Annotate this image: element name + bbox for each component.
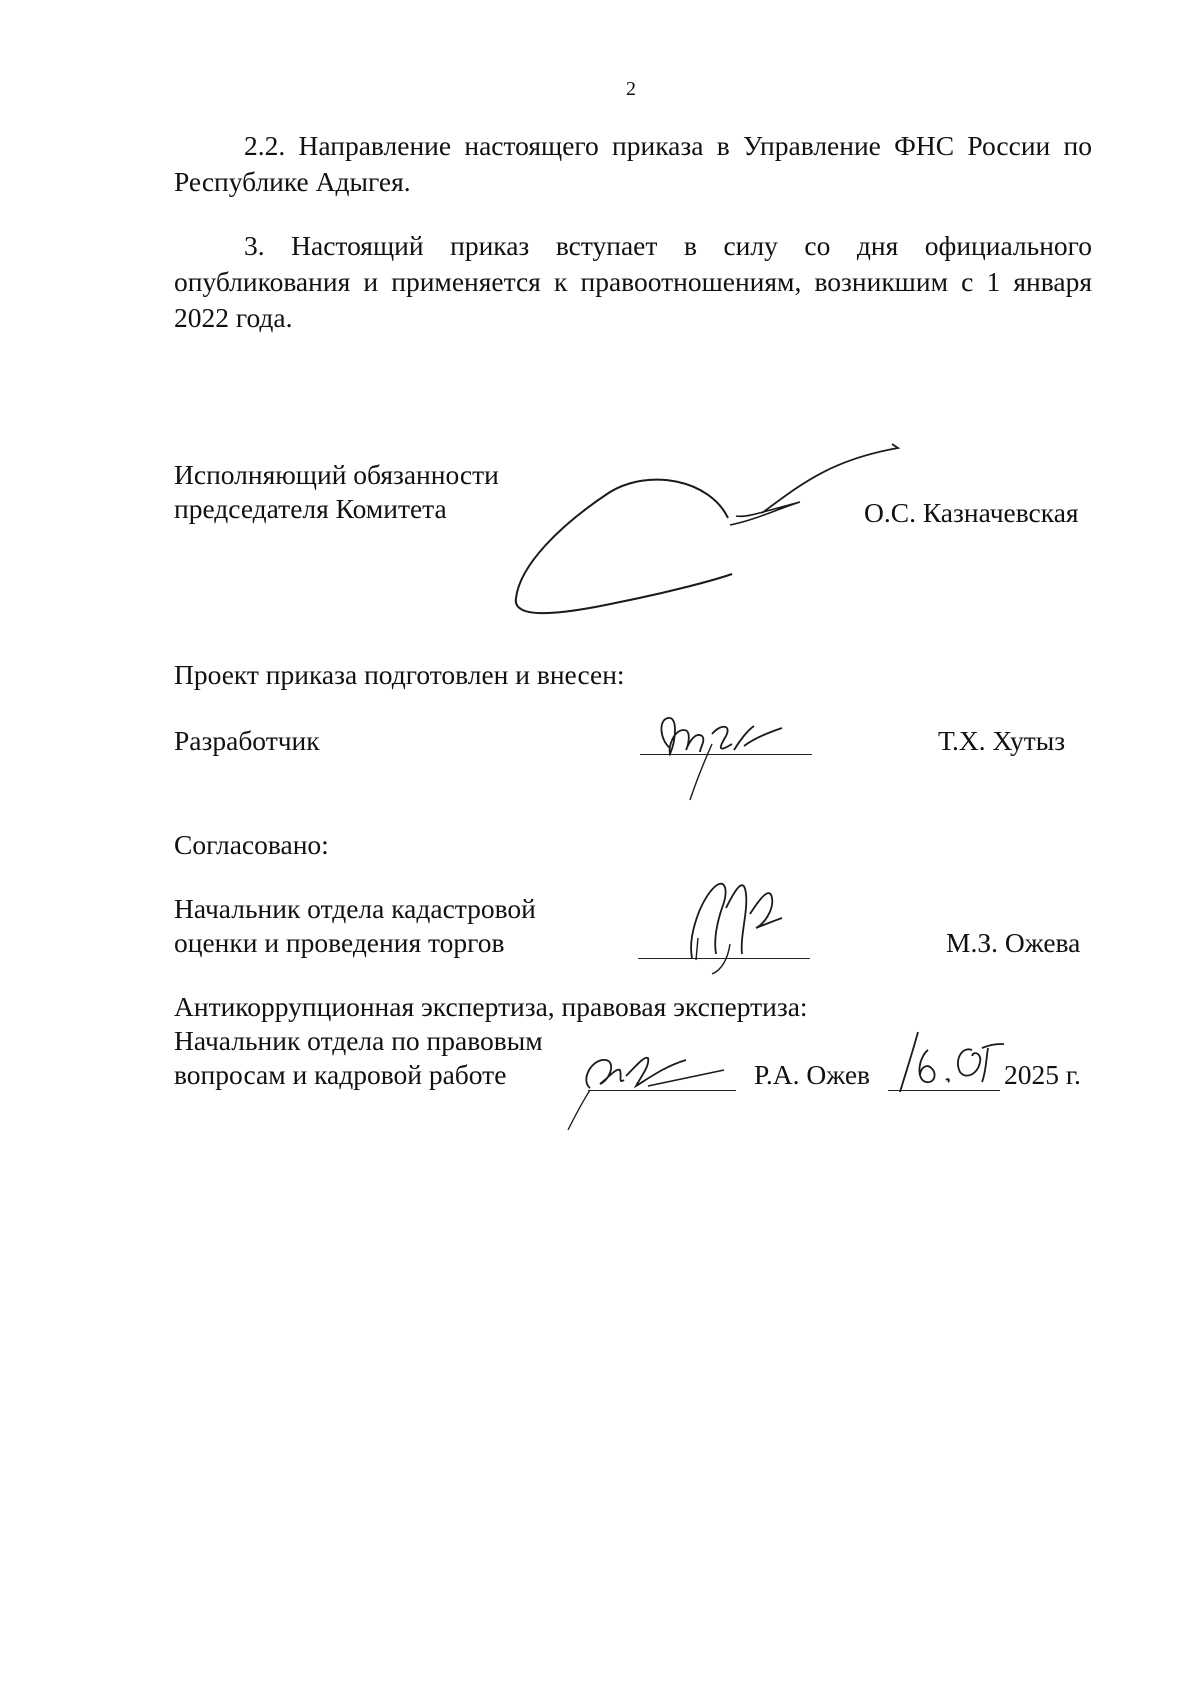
expertise-signature <box>556 1026 746 1136</box>
paragraph-2-2: 2.2. Направление настоящего приказа в Управление ФНС России по Республике Адыгея. <box>174 130 1092 197</box>
expertise-date-handwriting <box>888 1020 1008 1100</box>
head-cadastral-name: М.З. Ожева <box>946 927 1081 958</box>
expertise-position-line1: Начальник отдела по правовым <box>174 1025 543 1056</box>
head-cadastral-position-line1: Начальник отдела кадастровой <box>174 893 536 924</box>
paragraph-3: 3. Настоящий приказ вступает в силу со дня официального опубликования и применяется к правоотношениям, возникшим с 1 января 2022 года. <box>174 230 1092 333</box>
project-prepared-heading: Проект приказа подготовлен и внесен: <box>174 659 625 690</box>
acting-chair-position-line1: Исполняющий обязанности <box>174 459 499 490</box>
head-cadastral-position-line2: оценки и проведения торгов <box>174 927 505 958</box>
expertise-year: 2025 г. <box>1004 1059 1081 1090</box>
acting-chair-name: О.С. Казначевская <box>864 497 1079 528</box>
expertise-position-line2: вопросам и кадровой работе <box>174 1059 507 1090</box>
acting-chair-signature <box>500 430 920 630</box>
acting-chair-position-line2: председателя Комитета <box>174 493 447 524</box>
expertise-name: Р.А. Ожев <box>754 1059 871 1090</box>
developer-name: Т.Х. Хутыз <box>938 725 1066 756</box>
page-number: 2 <box>626 78 636 100</box>
expertise-heading: Антикоррупционная экспертиза, правовая экспертиза: <box>174 991 808 1022</box>
head-cadastral-signature <box>670 858 800 988</box>
agreed-heading: Согласовано: <box>174 829 329 860</box>
developer-role: Разработчик <box>174 725 320 756</box>
developer-signature <box>640 700 820 810</box>
